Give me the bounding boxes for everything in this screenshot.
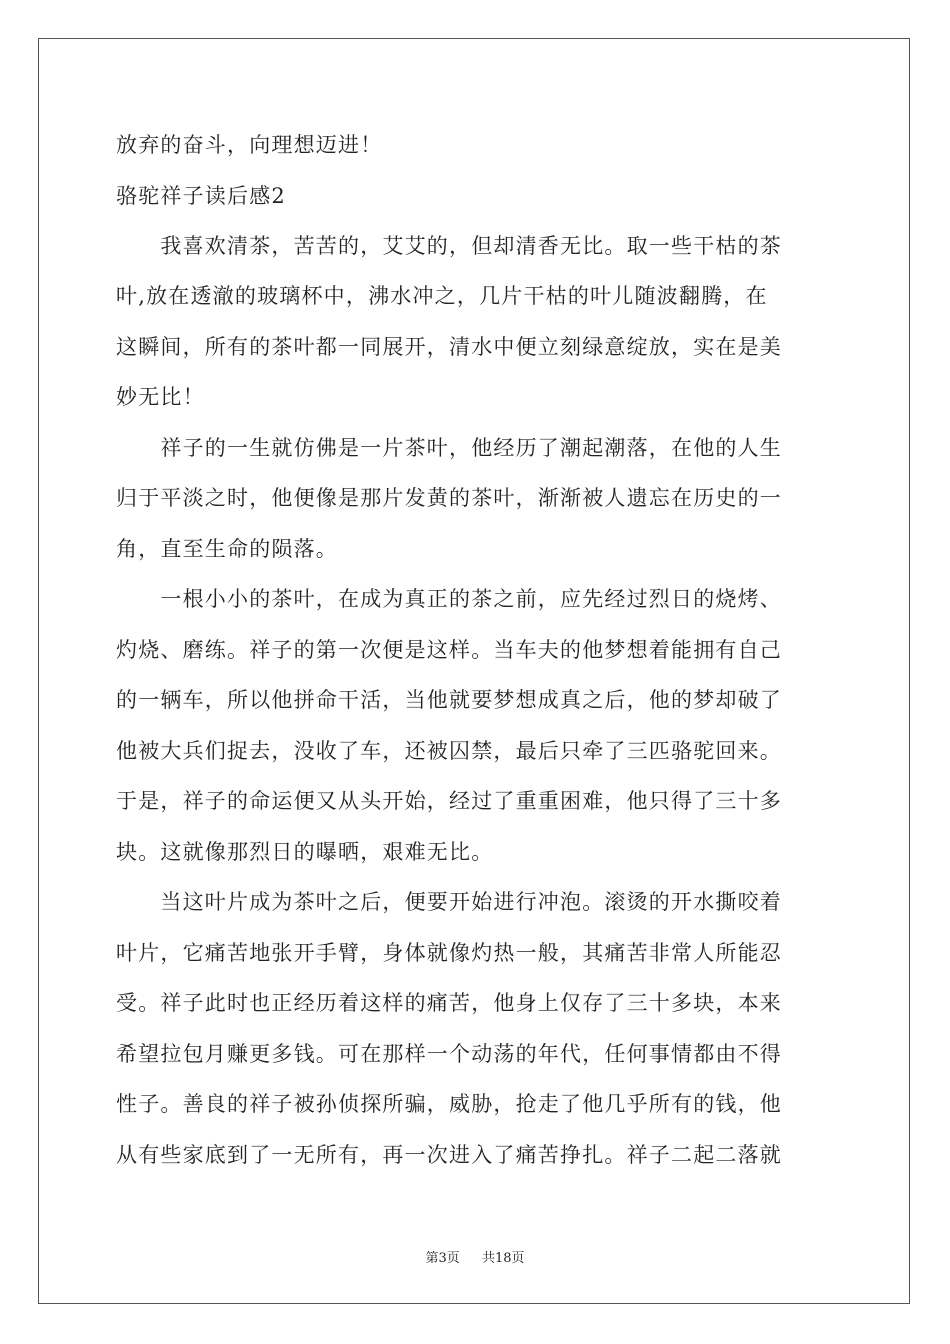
- text-line: 他被大兵们捉去，没收了车，还被囚禁，最后只牵了三匹骆驼回来。: [116, 738, 782, 763]
- page-footer: [0, 1247, 950, 1266]
- text-line: 叶片，它痛苦地张开手臂，身体就像灼热一般，其痛苦非常人所能忍: [116, 940, 782, 965]
- text-line: 从有些家底到了一无所有，再一次进入了痛苦挣扎。祥子二起二落就: [116, 1142, 782, 1167]
- text-line: 受。祥子此时也正经历着这样的痛苦，他身上仅存了三十多块，本来: [116, 991, 782, 1015]
- text-line: 的一辆车，所以他拼命干活，当他就要梦想成真之后，他的梦却破了: [116, 688, 782, 712]
- text-line: 叶,放在透澈的玻璃杯中，沸水冲之，几片干枯的叶儿随波翻腾，在: [116, 284, 768, 308]
- text-line: 归于平淡之时，他便像是那片发黄的茶叶，渐渐被人遗忘在历史的一: [116, 486, 782, 510]
- text-line: 角，直至生命的陨落。: [116, 536, 338, 561]
- text-line: 放弃的奋斗，向理想迈进！: [116, 133, 383, 157]
- page-total: 共18页: [482, 1251, 525, 1266]
- text-line: 一根小小的茶叶，在成为真正的茶之前，应先经过烈日的烧烤、: [116, 587, 782, 611]
- text-line: 希望拉包月赚更多钱。可在那样一个动荡的年代，任何事情都由不得: [116, 1041, 782, 1066]
- text-line: 当这叶片成为茶叶之后，便要开始进行冲泡。滚烫的开水撕咬着: [116, 890, 782, 914]
- text-line: 于是，祥子的命运便又从头开始，经过了重重困难，他只得了三十多: [116, 789, 782, 813]
- page-number: 第3页: [425, 1251, 460, 1266]
- text-line: 祥子的一生就仿佛是一片茶叶，他经历了潮起潮落，在他的人生: [116, 435, 782, 460]
- text-line: 这瞬间，所有的茶叶都一同展开，清水中便立刻绿意绽放，实在是美: [116, 334, 782, 359]
- text-line: 灼烧、磨练。祥子的第一次便是这样。当车夫的他梦想着能拥有自己: [116, 637, 782, 662]
- text-line: 妙无比！: [116, 385, 205, 409]
- text-line: 我喜欢清茶，苦苦的，艾艾的，但却清香无比。取一些干枯的茶: [116, 233, 782, 258]
- text-line: 块。这就像那烈日的曝晒，艰难无比。: [116, 839, 494, 864]
- document-body: [116, 126, 834, 1186]
- text-line: 性子。善良的祥子被孙侦探所骗，威胁，抢走了他几乎所有的钱，他: [116, 1092, 782, 1116]
- section-title: 骆驼祥子读后感2: [116, 183, 286, 208]
